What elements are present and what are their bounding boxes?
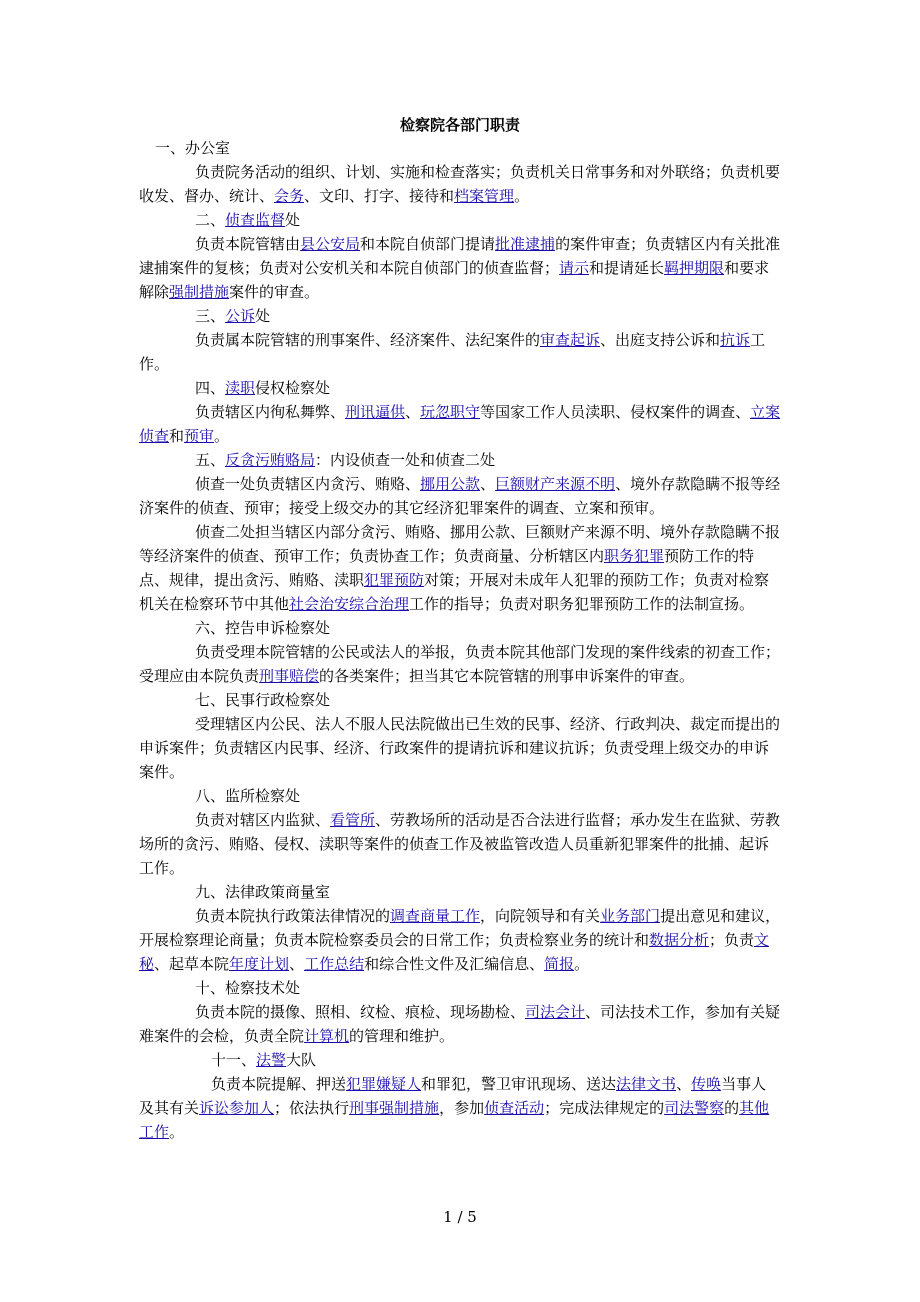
- section-paragraph: [139, 232, 781, 304]
- text-run: 。: [514, 187, 530, 205]
- text-run: 等国家工作人员渎职、侵权案件的调查、: [480, 403, 751, 421]
- text-run: 。: [574, 955, 590, 973]
- text-run: 预防工作的特点、规律，提出贪污、贿赂、渎职: [139, 547, 755, 589]
- text-link[interactable]: 工作总结: [304, 955, 365, 973]
- text-link[interactable]: 巨额财产来源不明: [495, 475, 616, 493]
- section-heading: [139, 616, 781, 640]
- section-heading: [139, 448, 781, 472]
- text-link[interactable]: 犯罪嫌疑人: [346, 1075, 422, 1093]
- text-link[interactable]: 刑讯逼供: [345, 403, 406, 421]
- text-link[interactable]: 请示: [559, 259, 590, 277]
- text-run: 和: [169, 427, 185, 445]
- text-link[interactable]: 法警: [256, 1051, 287, 1069]
- text-run: ；负责: [709, 931, 755, 949]
- text-link[interactable]: 立案侦查: [139, 403, 781, 445]
- text-link[interactable]: 社会治安综合治理: [289, 595, 410, 613]
- text-run: 负责本院提解、押送: [211, 1075, 347, 1093]
- text-link[interactable]: 调查商量工作: [390, 907, 481, 925]
- text-run: ，参加: [439, 1099, 485, 1117]
- document-body: [139, 136, 781, 1144]
- text-run: 、司法技术工作，参加有关疑难案件的会检，负责全院: [139, 1003, 781, 1045]
- section-heading: [139, 304, 781, 328]
- text-run: 负责辖区内徇私舞弊、: [195, 403, 346, 421]
- text-run: 五、: [195, 451, 226, 469]
- section-paragraph: [139, 640, 781, 688]
- text-link[interactable]: 简报: [544, 955, 575, 973]
- text-run: 二、: [195, 211, 226, 229]
- text-run: 和要求解除: [139, 259, 770, 301]
- text-run: 工作。: [139, 331, 766, 373]
- section-heading: [139, 208, 781, 232]
- text-link[interactable]: 职务犯罪: [604, 547, 665, 565]
- text-run: 和罪犯，警卫审讯现场、送达: [421, 1075, 617, 1093]
- text-run: 当事人及其有关: [139, 1075, 767, 1117]
- text-link[interactable]: 县公安局: [300, 235, 361, 253]
- text-run: 、: [405, 403, 421, 421]
- text-link[interactable]: 渎职: [225, 379, 256, 397]
- text-link[interactable]: 玩忽职守: [420, 403, 481, 421]
- text-run: 、: [480, 475, 496, 493]
- text-run: 处: [255, 307, 271, 325]
- text-run: 侦查二处担当辖区内部分贪污、贿赂、挪用公款、巨额财产来源不明、境外存款隐瞒不报等经济案件的侦查、预审工作；负责协查工作；负责商量、分析辖区内: [139, 523, 781, 565]
- text-link[interactable]: 刑事赔偿: [259, 667, 320, 685]
- section-heading: [139, 1048, 781, 1072]
- text-run: ；完成法律规定的: [544, 1099, 665, 1117]
- text-link[interactable]: 审查起诉: [540, 331, 601, 349]
- section-heading: [139, 784, 781, 808]
- section-paragraph: [139, 160, 781, 208]
- text-run: 十一、: [211, 1051, 257, 1069]
- text-run: 的管理和维护。: [349, 1027, 455, 1045]
- text-run: 对策；开展对未成年人犯罪的预防工作；负责对检察机关在检察环节中其他: [139, 571, 770, 613]
- section-paragraph: [139, 904, 781, 976]
- text-run: 负责受理本院管辖的公民或法人的举报，负责本院其他部门发现的案件线索的初查工作；受理应由本院负责: [139, 643, 781, 685]
- text-link[interactable]: 其他工作: [139, 1099, 770, 1141]
- text-link[interactable]: 抗诉: [720, 331, 751, 349]
- text-run: ，向院领导和有关: [480, 907, 601, 925]
- section-paragraph: [139, 1072, 781, 1144]
- text-run: 、出庭支持公诉和: [600, 331, 721, 349]
- text-link[interactable]: 犯罪预防: [364, 571, 425, 589]
- text-run: 处: [285, 211, 301, 229]
- text-run: 三、: [195, 307, 226, 325]
- text-link[interactable]: 预审: [184, 427, 215, 445]
- section-paragraph: [139, 808, 781, 880]
- text-run: 、境外存款隐瞒不报等经济案件的侦查、预审；接受上级交办的其它经济犯罪案件的调查、立案和预审。: [139, 475, 781, 517]
- text-run: 、: [289, 955, 305, 973]
- text-link[interactable]: 刑事强制措施: [349, 1099, 440, 1117]
- section-heading: [139, 136, 781, 160]
- text-link[interactable]: 数据分析: [649, 931, 710, 949]
- text-run: 负责院务活动的组织、计划、实施和检查落实；负责机关日常事务和对外联络；负责机要收发、督办、统计、: [139, 163, 781, 205]
- text-link[interactable]: 业务部门: [600, 907, 661, 925]
- text-link[interactable]: 看管所: [330, 811, 376, 829]
- text-run: 的各类案件；担当其它本院管辖的刑事申诉案件的审查。: [319, 667, 695, 685]
- text-link[interactable]: 计算机: [304, 1027, 350, 1045]
- text-link[interactable]: 年度计划: [229, 955, 290, 973]
- text-run: 、劳教场所的活动是否合法进行监督；承办发生在监狱、劳教场所的贪污、贿赂、侵权、渎职等案件的侦查工作及被监管改造人员重新犯罪案件的批捕、起诉工作。: [139, 811, 781, 877]
- text-run: 四、: [195, 379, 226, 397]
- page-title: 检察院各部门职责: [399, 116, 520, 134]
- text-link[interactable]: 会务: [274, 187, 305, 205]
- text-run: 负责本院执行政策法律情况的: [195, 907, 391, 925]
- section-paragraph: [139, 400, 781, 448]
- text-run: 和本院自侦部门提请: [360, 235, 496, 253]
- text-run: 和综合性文件及汇编信息、: [364, 955, 545, 973]
- text-run: 的: [724, 1099, 740, 1117]
- text-run: 工作的指导；负责对职务犯罪预防工作的法制宣扬。: [409, 595, 755, 613]
- text-link[interactable]: 文秘: [139, 931, 770, 973]
- section-heading: [139, 688, 781, 712]
- text-link[interactable]: 侦查活动: [484, 1099, 545, 1117]
- section-heading: [139, 376, 781, 400]
- text-run: 侵权检察处: [255, 379, 331, 397]
- text-link[interactable]: 批准逮捕: [495, 235, 556, 253]
- text-run: 案件的审查。: [229, 283, 320, 301]
- text-link[interactable]: 公诉: [225, 307, 256, 325]
- text-run: 大队: [286, 1051, 317, 1069]
- text-run: 和提请延长: [589, 259, 665, 277]
- text-run: 六、控告申诉检察处: [195, 619, 331, 637]
- section-paragraph: [139, 520, 781, 616]
- text-link[interactable]: 传唤: [691, 1075, 722, 1093]
- text-link[interactable]: 档案管理: [454, 187, 515, 205]
- section-paragraph: [139, 1000, 781, 1048]
- text-run: 一、办公室: [155, 139, 231, 157]
- text-run: 负责属本院管辖的刑事案件、经济案件、法纪案件的: [195, 331, 541, 349]
- text-run: 负责本院管辖由: [195, 235, 301, 253]
- section-paragraph: [139, 328, 781, 376]
- text-run: 八、监所检察处: [195, 787, 301, 805]
- section-heading: [139, 880, 781, 904]
- text-link[interactable]: 侦查监督: [225, 211, 286, 229]
- text-link[interactable]: 反贪污贿赂局: [225, 451, 316, 469]
- text-run: 、起草本院: [154, 955, 230, 973]
- text-link[interactable]: 司法会计: [525, 1003, 586, 1021]
- text-run: 。: [169, 1123, 185, 1141]
- text-run: 负责对辖区内监狱、: [195, 811, 331, 829]
- text-run: 九、法律政策商量室: [195, 883, 331, 901]
- text-link[interactable]: 强制措施: [169, 283, 230, 301]
- text-run: 七、民事行政检察处: [195, 691, 331, 709]
- text-run: ：内设侦查一处和侦查二处: [315, 451, 496, 469]
- text-run: 、文印、打字、接待和: [304, 187, 455, 205]
- text-link[interactable]: 法律文书: [616, 1075, 677, 1093]
- text-run: 。: [214, 427, 230, 445]
- text-run: 侦查一处负责辖区内贪污、贿赂、: [195, 475, 421, 493]
- text-run: 负责本院的摄像、照相、纹检、痕检、现场勘检、: [195, 1003, 526, 1021]
- text-run: 、: [676, 1075, 692, 1093]
- text-run: 受理辖区内公民、法人不服人民法院做出已生效的民事、经济、行政判决、裁定而提出的申诉案件；负责辖区内民事、经济、行政案件的提请抗诉和建议抗诉；负责受理上级交办的申诉案件。: [139, 715, 781, 781]
- text-run: ；依法执行: [274, 1099, 350, 1117]
- section-heading: [139, 976, 781, 1000]
- text-link[interactable]: 司法警察: [664, 1099, 725, 1117]
- text-link[interactable]: 羁押期限: [664, 259, 725, 277]
- section-paragraph: [139, 712, 781, 784]
- text-link[interactable]: 诉讼参加人: [199, 1099, 275, 1117]
- text-run: 十、检察技术处: [195, 979, 301, 997]
- page-number: 1 / 5: [443, 1208, 477, 1226]
- section-paragraph: [139, 472, 781, 520]
- text-run: 提出意见和建议，开展检察理论商量；负责本院检察委员会的日常工作；负责检察业务的统计和: [139, 907, 781, 949]
- text-run: 的案件审查；负责辖区内有关批准逮捕案件的复核；负责对公安机关和本院自侦部门的侦查监督；: [139, 235, 781, 277]
- text-link[interactable]: 挪用公款: [420, 475, 481, 493]
